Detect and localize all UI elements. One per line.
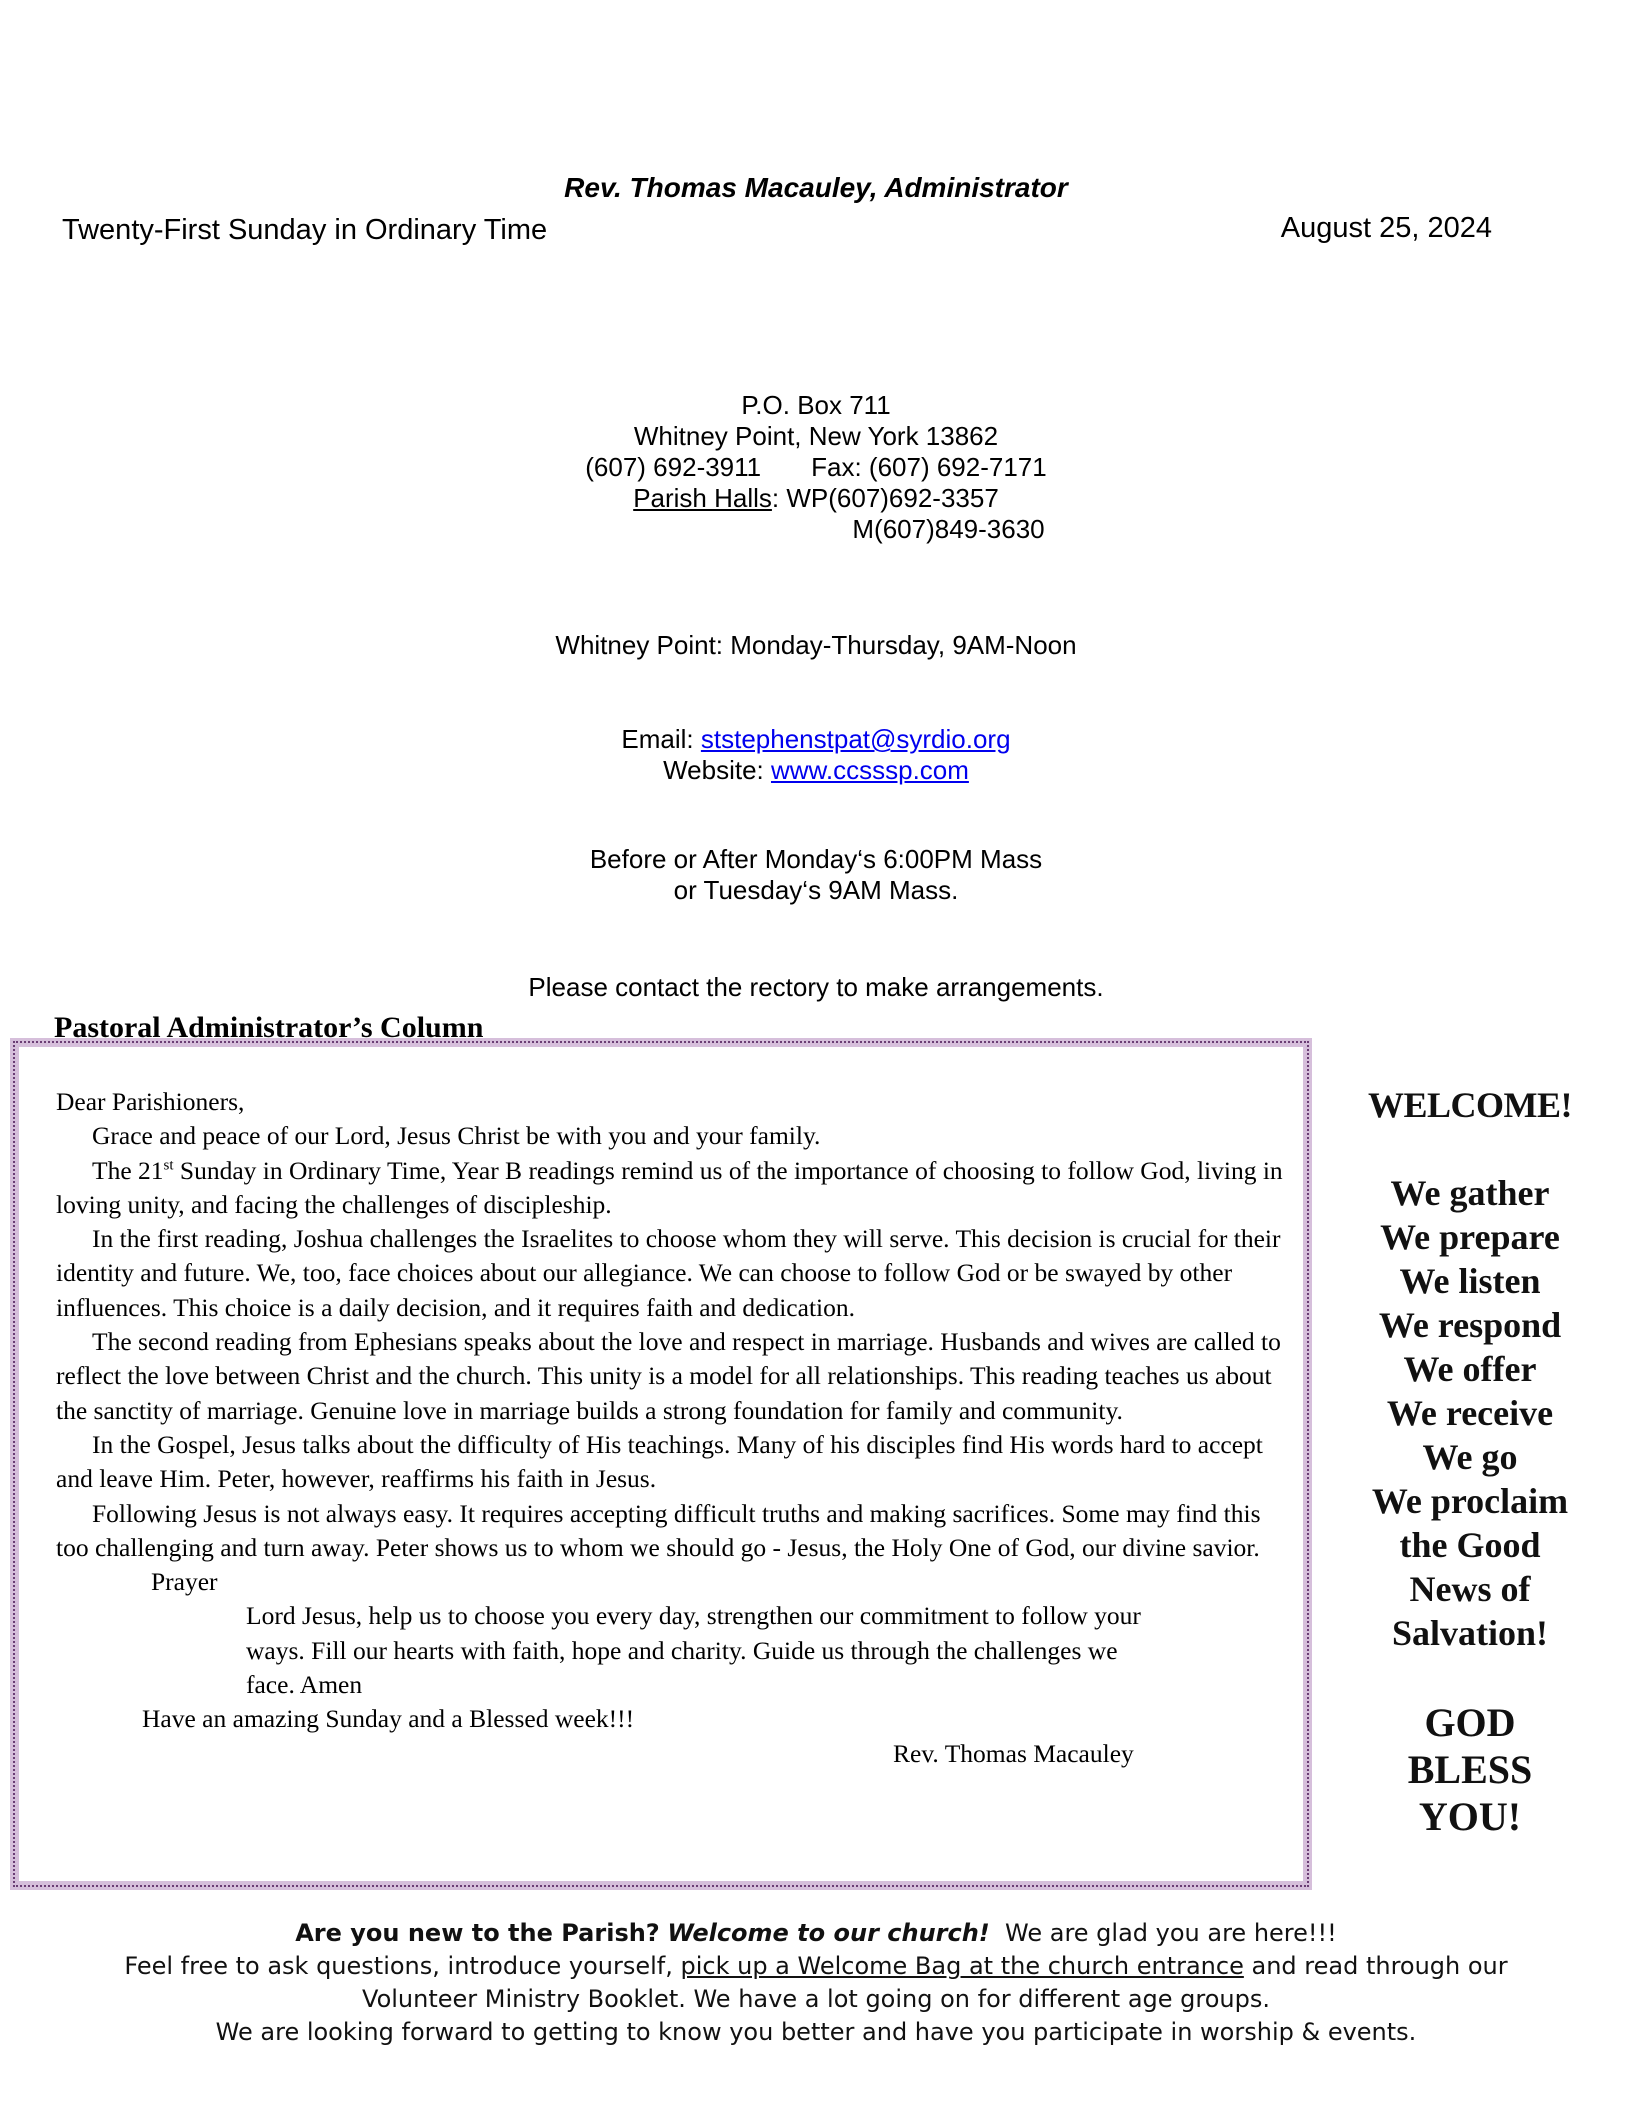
pastoral-column-box (10, 1038, 1312, 1890)
footer-line-1 (0, 1917, 1632, 1950)
ordinal-suffix: st (163, 1157, 174, 1174)
welcome-line: We proclaim (1371, 1481, 1569, 1521)
pastoral-column-text (56, 1085, 1296, 1771)
po-box: P.O. Box 711 (741, 390, 891, 420)
column-paragraph-2 (56, 1154, 1296, 1223)
welcome-line: We gather (1390, 1173, 1550, 1213)
welcome-line: We prepare (1380, 1217, 1560, 1257)
footer-line-3: Volunteer Ministry Booklet. We have a lot going on for different age groups. (362, 1985, 1270, 2013)
email-link[interactable]: ststephenstpat@syrdio.org (700, 724, 1011, 754)
newcomer-footer (0, 1917, 1632, 2049)
welcome-line: We receive (1386, 1393, 1554, 1433)
column-paragraph-5: In the Gospel, Jesus talks about the difficulty of His teachings. Many of his disciples find His words hard to accept and leave Him. Peter, however, reaffirms his faith in Jesus. (56, 1429, 1263, 1494)
email-line (0, 724, 1632, 755)
email-label: Email: (621, 724, 701, 754)
mass-times-line-1: Before or After Monday‘s 6:00PM Mass (589, 844, 1043, 874)
parish-hall-m: M(607)849-3630 (852, 514, 1045, 544)
salutation: Dear Parishioners, (56, 1087, 245, 1116)
welcome-heading: WELCOME! (1367, 1085, 1572, 1125)
phone-line (0, 452, 1632, 483)
welcome-line: Salvation! (1391, 1613, 1549, 1653)
welcome-line: We listen (1399, 1261, 1541, 1301)
footer-line-2-end: and read through our (1243, 1952, 1508, 1980)
column-paragraph-4: The second reading from Ephesians speaks about the love and respect in marriage. Husbands and wives are called to reflect the love between Christ and the church. This unity is a model for all relationships. This reading teaches us about the sanctity of marriage. Genuine love in marriage builds a strong foundation for family and community. (56, 1327, 1281, 1425)
liturgical-occasion: Twenty-First Sunday in Ordinary Time (62, 214, 548, 246)
welcome-church: Welcome to our church! (667, 1919, 990, 1947)
bulletin-date: August 25, 2024 (1280, 212, 1492, 244)
new-parish-question: Are you new to the Parish? (295, 1919, 660, 1947)
city-line: Whitney Point, New York 13862 (633, 421, 999, 451)
welcome-line: We respond (1378, 1305, 1562, 1345)
footer-line-2-start: Feel free to ask questions, introduce yourself, (124, 1952, 681, 1980)
welcome-line: News of (1409, 1569, 1531, 1609)
footer-line-4: We are looking forward to getting to know you better and have you participate in worship & events. (215, 2018, 1417, 2046)
office-hours: Whitney Point: Monday-Thursday, 9AM-Noon (555, 630, 1077, 660)
glad-text: We are glad you are here!!! (1005, 1919, 1337, 1947)
mass-times (0, 844, 1632, 906)
signature: Rev. Thomas Macauley (893, 1738, 1134, 1768)
column-title: Pastoral Administrator’s Column (54, 1011, 484, 1044)
administrator-title: Rev. Thomas Macauley, Administrator (564, 172, 1068, 203)
god-bless-you (1320, 1699, 1620, 1840)
parish-halls-label: Parish Halls (633, 483, 772, 513)
closing-line: Have an amazing Sunday and a Blessed week!!! (142, 1704, 635, 1734)
welcome-line: the Good (1399, 1525, 1541, 1565)
parish-address (0, 390, 1632, 545)
website-link[interactable]: www.ccsssp.com (770, 755, 969, 785)
bless-line: YOU! (1418, 1794, 1522, 1839)
ordinal-number: The 21 (92, 1155, 164, 1185)
website-line (0, 755, 1632, 786)
phone-number: (607) 692-3911 (585, 452, 762, 482)
fax-number: Fax: (607) 692-7171 (811, 452, 1047, 482)
mass-times-line-2: or Tuesday‘s 9AM Mass. (673, 875, 959, 905)
paragraph-2-text: Sunday in Ordinary Time, Year B readings remind us of the importance of choosing to follow God, living in loving unity, and facing the challenges of discipleship. (56, 1155, 1283, 1219)
footer-line-2 (0, 1950, 1632, 1983)
column-paragraph-3: In the first reading, Joshua challenges the Israelites to choose whom they will serve. This decision is crucial for their identity and future. We, too, face choices about our allegiance. We can choose to follow God or be swayed by other influences. This choice is a daily decision, and it requires faith and dedication. (56, 1224, 1281, 1322)
parish-hall-wp: : WP(607)692-3357 (771, 483, 999, 513)
welcome-line: We offer (1403, 1349, 1537, 1389)
website-label: Website: (663, 755, 771, 785)
prayer-text: Lord Jesus, help us to choose you every day, strengthen our commitment to follow your ways. Fill our hearts with faith, hope and charity. Guide us through the challenges we face. Amen (246, 1601, 1141, 1700)
welcome-bag-link: pick up a Welcome Bag at the church entrance (680, 1952, 1244, 1980)
arrangements-note: Please contact the rectory to make arrangements. (528, 972, 1104, 1002)
welcome-line: We go (1422, 1437, 1518, 1477)
contact-info (0, 724, 1632, 786)
prayer-heading: Prayer (151, 1567, 218, 1597)
bless-line: GOD (1424, 1700, 1516, 1745)
welcome-sidebar (1320, 1083, 1620, 1840)
bless-line: BLESS (1407, 1747, 1533, 1792)
parish-halls-line (0, 483, 1632, 514)
column-paragraph-6: Following Jesus is not always easy. It requires accepting difficult truths and making sacrifices. Some may find this too challenging and turn away. Peter shows us to whom we should go - Jesus, the Holy One of God, our divine savior. (56, 1498, 1261, 1562)
column-paragraph-1: Grace and peace of our Lord, Jesus Christ be with you and your family. (92, 1121, 821, 1151)
